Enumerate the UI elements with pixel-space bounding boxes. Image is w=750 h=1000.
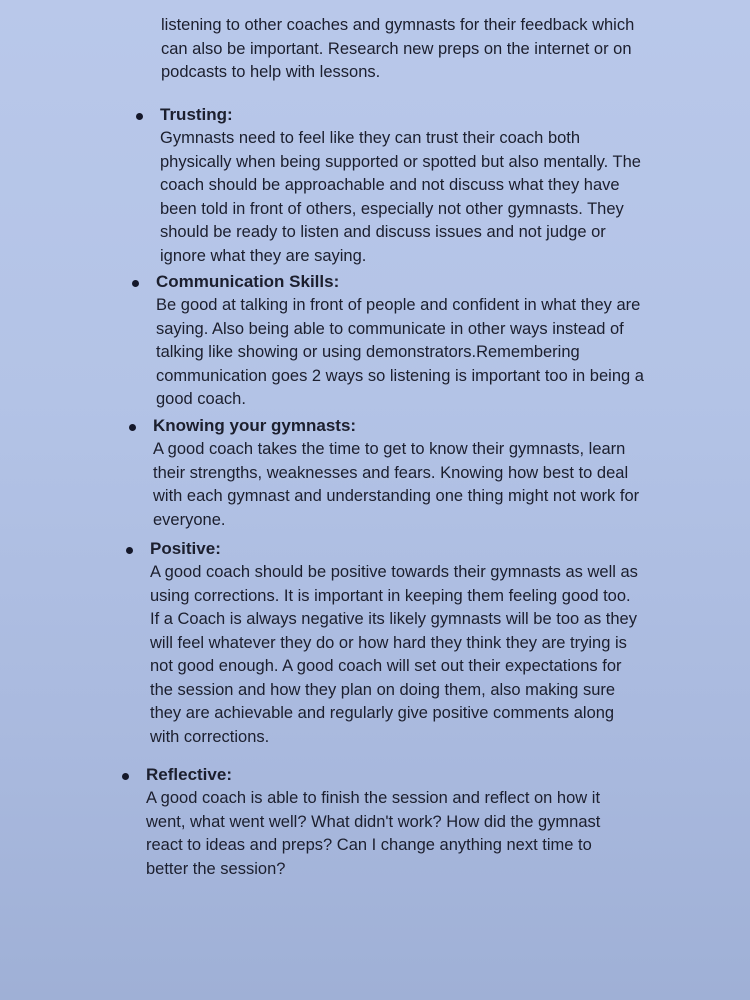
section-body: A good coach takes the time to get to know their gymnasts, learn their strengths, weaknesses and fears. Knowing how best to deal with each gymnast and understanding one thing might not work for everyone. — [153, 440, 640, 529]
bullet-icon — [126, 547, 133, 554]
section-reflective — [146, 763, 726, 881]
section-communication-skills — [156, 270, 736, 412]
section-body: Be good at talking in front of people and confident in what they are saying. Also being able to communicate in other ways instead of talking like showing or using demonstrators.Remembering communication goes 2 ways so listening is important too in being a good coach. — [156, 296, 644, 408]
section-heading: Knowing your gymnasts: — [153, 416, 357, 435]
section-heading: Reflective: — [146, 765, 232, 784]
section-heading: Trusting: — [160, 105, 233, 124]
section-heading: Communication Skills: — [156, 272, 340, 291]
section-positive — [150, 537, 730, 749]
section-trusting — [160, 103, 740, 268]
intro-paragraph: listening to other coaches and gymnasts for their feedback which can also be important. Research new preps on the internet or on podcasts to help with lessons. — [161, 16, 635, 81]
section-heading: Positive: — [150, 539, 221, 558]
section-body: Gymnasts need to feel like they can trust their coach both physically when being supported or spotted but also mentally. The coach should be approachable and not discuss what they have been told in front of others, especially not other gymnasts. They should be ready to listen and discuss issues and not judge or ignore what they are saying. — [160, 129, 641, 265]
bullet-icon — [132, 280, 139, 287]
bullet-icon — [122, 773, 129, 780]
section-body: A good coach should be positive towards their gymnasts as well as using corrections. It is important in keeping them feeling good too. If a Coach is always negative its likely gymnasts will be too as they will feel whatever they do or how hard they think they are trying is not good enough. A good coach will set out their expectations for the session and how they plan on doing them, also making sure they are achievable and regularly give positive comments along with corrections. — [150, 563, 638, 746]
section-knowing-your-gymnasts — [153, 414, 733, 532]
bullet-icon — [129, 424, 136, 431]
bullet-icon — [136, 113, 143, 120]
section-body: A good coach is able to finish the session and reflect on how it went, what went well? What didn't work? How did the gymnast react to ideas and preps? Can I change anything next time to better the session? — [146, 789, 601, 878]
